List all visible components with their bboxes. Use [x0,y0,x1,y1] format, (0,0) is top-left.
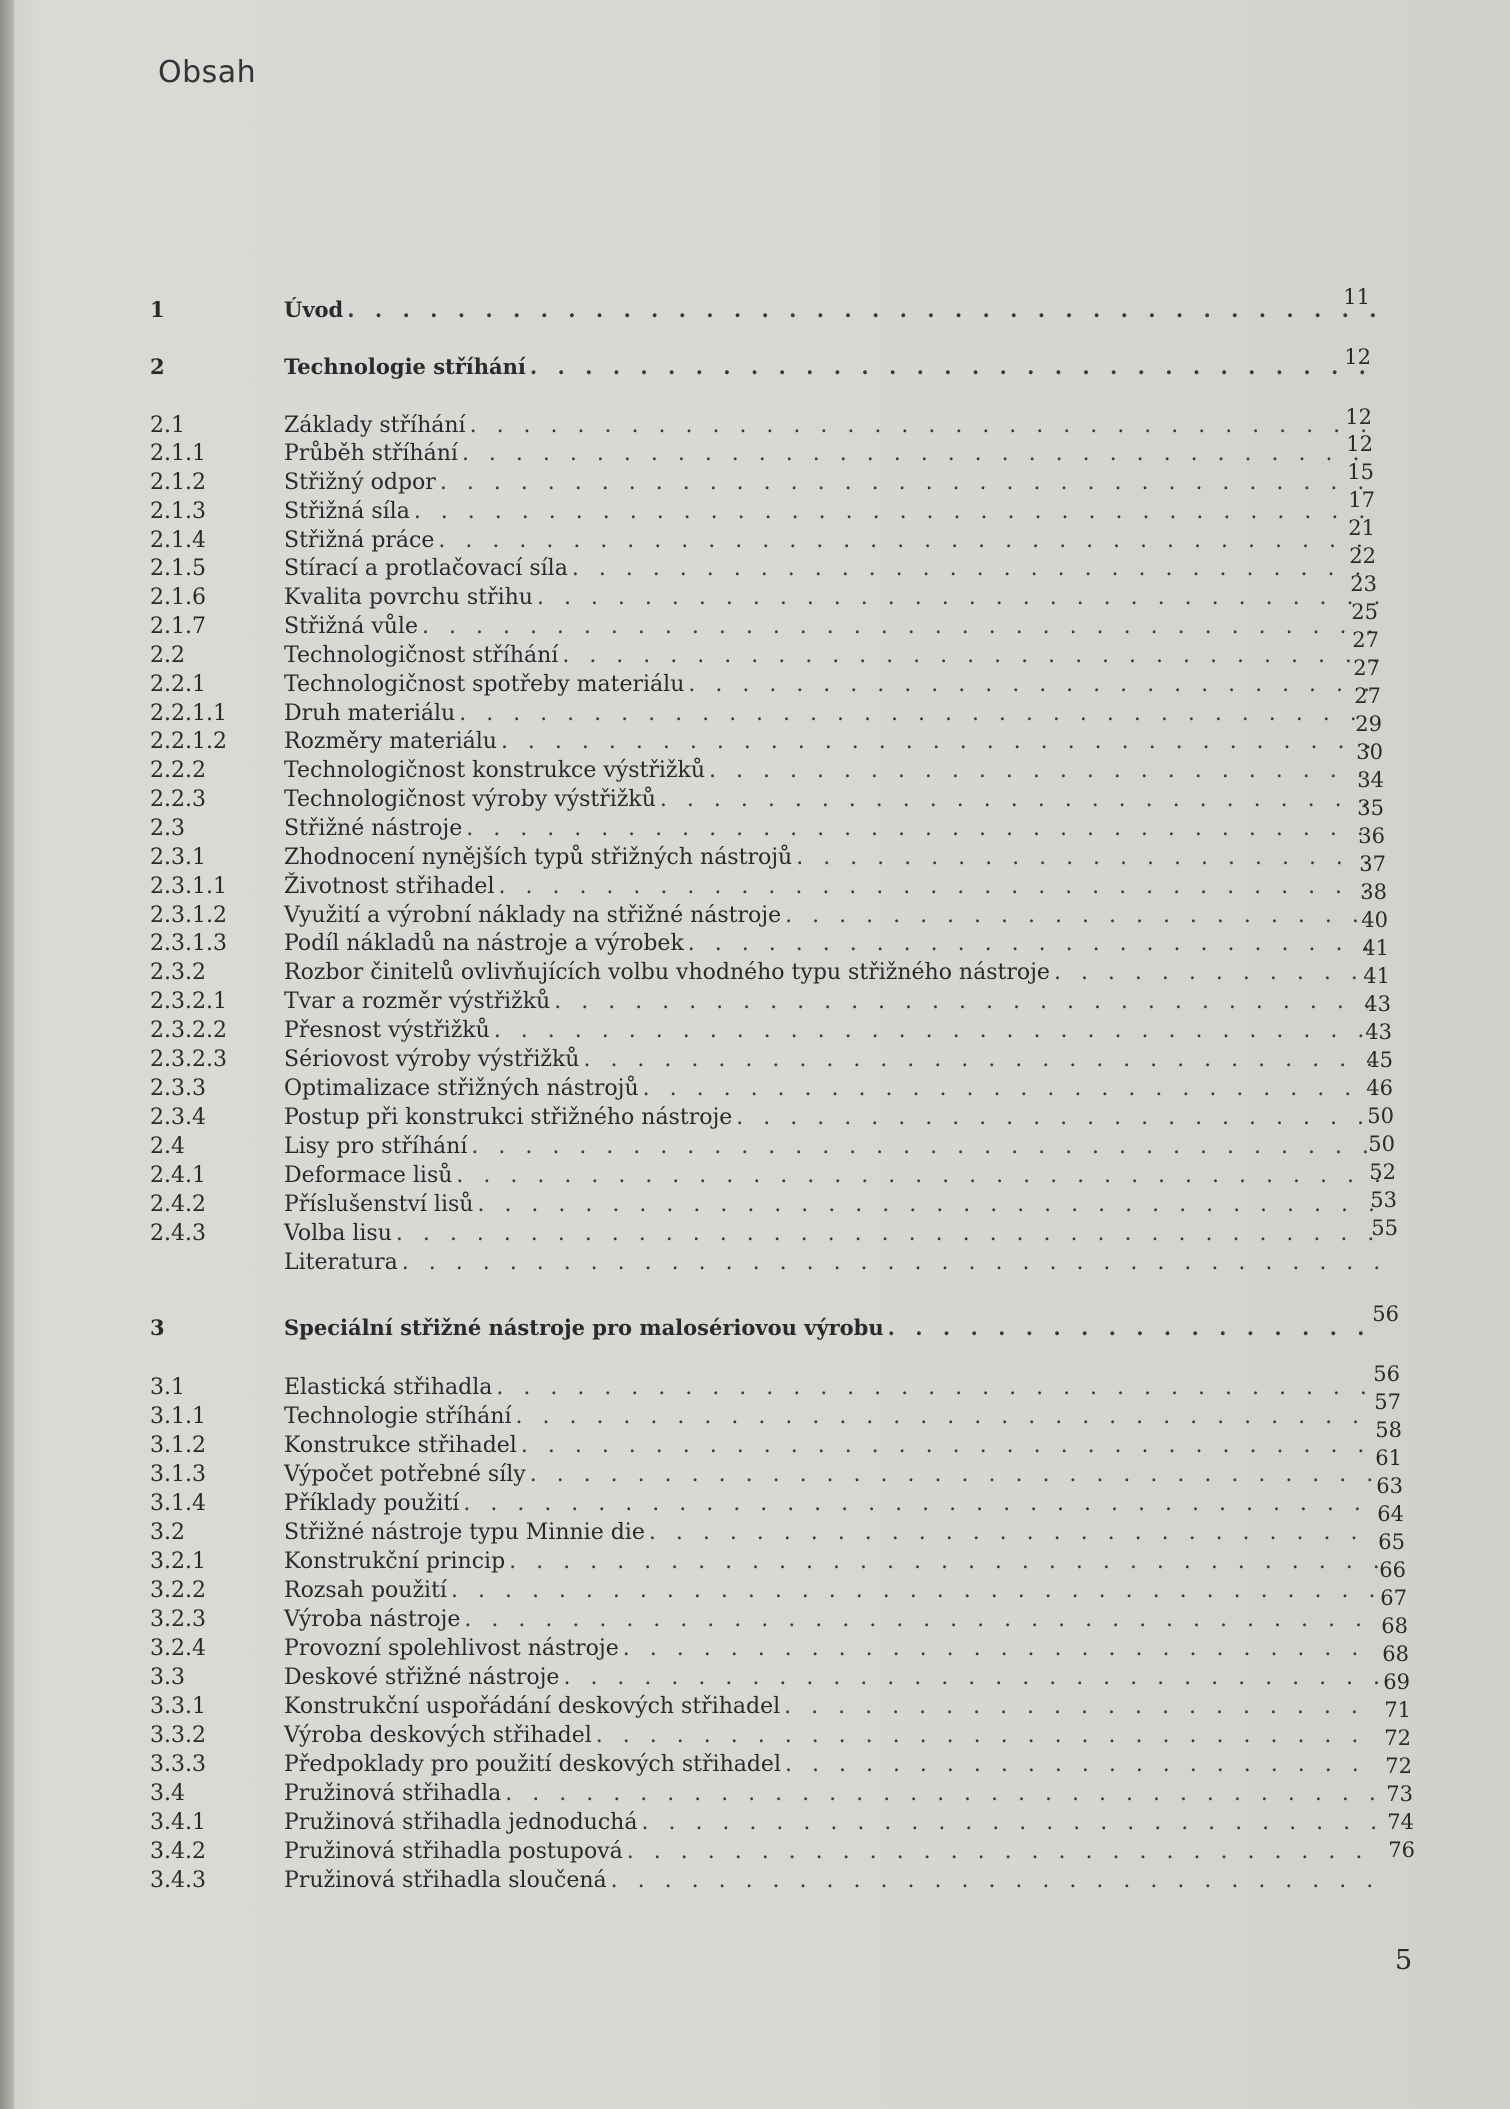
dot-leader [440,469,1380,497]
toc-row [150,412,1380,440]
dot-leader [521,1432,1380,1460]
toc-row [150,844,1380,872]
toc-section-number: 3.2 [150,1520,185,1545]
toc-entry-title: Elastická střihadla [284,1375,493,1400]
toc-entry-title: Deskové střižné nástroje [284,1665,560,1690]
toc-entry-title: Střižné nástroje [284,816,463,841]
toc-row [150,1548,1380,1576]
toc-page-number: 36 [1358,824,1385,848]
toc-row [150,902,1380,930]
dot-leader [641,1809,1380,1837]
dot-leader [611,1867,1380,1895]
page-number: 5 [1395,1945,1413,1976]
dot-leader [785,1751,1380,1779]
toc-row [150,786,1380,814]
toc-row [150,584,1380,612]
dot-leader [462,440,1380,468]
toc-section-number: 2.4.3 [150,1221,206,1246]
toc-page-number: 17 [1348,488,1375,512]
toc-page-number: 56 [1373,1362,1400,1386]
page-title: Obsah [158,55,257,90]
dot-leader [496,1374,1380,1402]
toc-entry-title: Technologičnost spotřeby materiálu [284,672,685,697]
toc-row [150,1432,1380,1460]
toc-entry-title: Technologičnost stříhání [284,643,559,668]
toc-section-number: 3.2.1 [150,1549,206,1574]
toc-page-number: 23 [1350,572,1377,596]
toc-section-number: 2.4.1 [150,1163,206,1188]
toc-page-number: 22 [1349,544,1376,568]
toc-entry-title: Volba lisu [284,1221,392,1246]
dot-leader [888,1314,1380,1342]
toc-row [150,1133,1380,1161]
toc-section-number: 2.1 [150,413,185,438]
toc-section-number: 2.3.2 [150,960,206,985]
toc-entry-title: Optimalizace střižných nástrojů [284,1076,639,1101]
toc-page-number: 71 [1384,1698,1411,1722]
toc-page-number: 11 [1343,285,1370,309]
toc-entry-title: Konstrukční princip [284,1549,506,1574]
toc-section-number: 2.1.2 [150,470,206,495]
toc-entry-title: Příklady použití [284,1491,460,1516]
dot-leader [596,1722,1380,1750]
toc-page-number: 57 [1374,1390,1401,1414]
toc-entry-title: Speciální střižné nástroje pro malosériovou výrobu [284,1315,884,1340]
toc-section-number: 3.4.2 [150,1839,206,1864]
toc-entry-title: Pružinová střihadla postupová [284,1839,623,1864]
dot-leader [530,1461,1380,1489]
dot-leader [796,844,1380,872]
toc-page-number: 63 [1376,1474,1403,1498]
toc-section-number: 2.1.1 [150,441,206,466]
toc-row [150,1162,1380,1190]
toc-entry-title: Pružinová střihadla jednoduchá [284,1810,638,1835]
toc-entry-title: Základy stříhání [284,413,466,438]
toc-section-number: 3.4 [150,1781,185,1806]
toc-page-number: 27 [1353,656,1380,680]
toc-section-number: 3.3.1 [150,1694,206,1719]
toc-row [150,815,1380,843]
toc-section-number: 2 [150,354,165,379]
toc-section-number: 2.4.2 [150,1192,206,1217]
dot-leader [688,671,1380,699]
toc-section-number: 1 [150,297,165,322]
toc-page-number: 68 [1382,1642,1409,1666]
toc-page-number: 12 [1346,432,1373,456]
toc-row [150,728,1380,756]
toc-entry-title: Stírací a protlačovací síla [284,556,568,581]
toc-entry-title: Střižný odpor [284,470,436,495]
dot-leader [422,613,1380,641]
toc-page-number: 12 [1344,345,1371,369]
toc-section-number: 2.1.6 [150,585,206,610]
toc-section-number: 2.3 [150,816,185,841]
toc-entry-title: Úvod [284,297,344,322]
toc-page-number: 12 [1345,405,1372,429]
toc-page-number: 35 [1357,796,1384,820]
dot-leader [562,642,1380,670]
toc-entry-title: Podíl nákladů na nástroje a výrobek [284,931,684,956]
toc-row [150,1403,1380,1431]
toc-entry-title: Střižné nástroje typu Minnie die [284,1520,645,1545]
toc-entry-title: Konstrukční uspořádání deskových střihadel [284,1694,781,1719]
toc-page-number: 43 [1365,1020,1392,1044]
toc-page-number: 69 [1383,1670,1410,1694]
toc-section-number: 2.1.5 [150,556,206,581]
dot-leader [347,296,1380,324]
toc-row [150,1606,1380,1634]
toc-section-number: 3.4.3 [150,1868,206,1893]
toc-entry-title: Literatura [284,1250,398,1275]
dot-leader [414,498,1380,526]
toc-entry-title: Příslušenství lisů [284,1192,474,1217]
dot-leader [515,1403,1380,1431]
toc-page-number: 45 [1366,1048,1393,1072]
toc-page-number: 65 [1378,1530,1405,1554]
toc-page-number: 46 [1366,1076,1393,1100]
toc-section-number: 3.1.2 [150,1433,206,1458]
dot-leader [627,1838,1380,1866]
dot-leader [456,1162,1380,1190]
toc-entry-title: Lisy pro stříhání [284,1134,468,1159]
toc-section-number: 3.1.3 [150,1462,206,1487]
toc-page-number: 27 [1354,684,1381,708]
toc-entry-title: Pružinová střihadla [284,1781,502,1806]
toc-entry-title: Výroba deskových střihadel [284,1723,592,1748]
toc-entry-title: Střižná práce [284,528,435,553]
toc-section-number: 2.2 [150,643,185,668]
toc-page-number: 38 [1360,880,1387,904]
toc-row [150,1780,1380,1808]
toc-entry-title: Provozní spolehlivost nástroje [284,1636,619,1661]
toc-entry-title: Deformace lisů [284,1163,453,1188]
dot-leader [402,1249,1380,1277]
toc-section-number: 3.4.1 [150,1810,206,1835]
dot-leader [583,1046,1380,1074]
toc-row [150,1046,1380,1074]
toc-entry-title: Technologie stříhání [284,354,526,379]
dot-leader [736,1104,1380,1132]
toc-row [150,440,1380,468]
toc-page-number: 15 [1347,460,1374,484]
toc-entry-title: Průběh stříhání [284,441,458,466]
toc-page-number: 52 [1369,1160,1396,1184]
toc-entry-title: Rozbor činitelů ovlivňujících volbu vhodného typu střižného nástroje [284,960,1050,985]
toc-entry-title: Předpoklady pro použití deskových střihadel [284,1752,781,1777]
toc-chapter-row [150,296,1380,324]
toc-entry-title: Přesnost výstřižků [284,1018,490,1043]
dot-leader [501,728,1380,756]
toc-row [150,1664,1380,1692]
toc-section-number: 3.2.4 [150,1636,206,1661]
toc-page-number: 74 [1387,1810,1414,1834]
toc-page-number: 56 [1372,1302,1399,1326]
toc-section-number: 3.1 [150,1375,185,1400]
toc-section-number: 2.3.4 [150,1105,206,1130]
toc-page-number: 41 [1362,936,1389,960]
toc-section-number: 2.1.4 [150,528,206,553]
dot-leader [463,1490,1380,1518]
toc-row [150,555,1380,583]
dot-leader [688,930,1380,958]
dot-leader [459,700,1380,728]
toc-page-number: 41 [1363,964,1390,988]
toc-entry-title: Kvalita povrchu střihu [284,585,533,610]
toc-entry-title: Pružinová střihadla sloučená [284,1868,607,1893]
dot-leader [623,1635,1380,1663]
toc-section-number: 2.3.2.2 [150,1018,227,1043]
dot-leader [451,1577,1380,1605]
toc-page-number: 73 [1386,1782,1413,1806]
dot-leader [784,1693,1380,1721]
dot-leader [572,555,1380,583]
toc-row [150,1751,1380,1779]
toc-section-number: 3.3 [150,1665,185,1690]
toc-page-number: 55 [1371,1216,1398,1240]
dot-leader [563,1664,1380,1692]
dot-leader [537,584,1380,612]
toc-row [150,1809,1380,1837]
dot-leader [466,815,1380,843]
toc-section-number: 3 [150,1315,165,1340]
toc-entry-title: Postup při konstrukci střižného nástroje [284,1105,733,1130]
toc-entry-title: Rozsah použití [284,1578,447,1603]
dot-leader [464,1606,1380,1634]
toc-section-number: 2.3.1.3 [150,931,227,956]
toc-page-number: 64 [1377,1502,1404,1526]
toc-chapter-row [150,1314,1380,1342]
toc-entry-title: Druh materiálu [284,701,456,726]
toc-row [150,757,1380,785]
dot-leader [505,1780,1380,1808]
dot-leader [530,353,1380,381]
toc-section-number: 3.1.4 [150,1491,206,1516]
toc-section-number: 2.3.2.3 [150,1047,227,1072]
toc-page-number: 72 [1385,1754,1412,1778]
toc-section-number: 2.2.1 [150,672,206,697]
toc-section-number: 3.2.2 [150,1578,206,1603]
dot-leader [477,1191,1380,1219]
toc-row [150,1249,1380,1277]
toc-row [150,1577,1380,1605]
toc-row [150,469,1380,497]
toc-page-number: 50 [1367,1104,1394,1128]
toc-page-number: 76 [1388,1838,1415,1862]
dot-leader [709,757,1380,785]
toc-section-number: 2.2.3 [150,787,206,812]
toc-row [150,873,1380,901]
toc-row [150,988,1380,1016]
toc-row [150,1104,1380,1132]
toc-page-number: 53 [1370,1188,1397,1212]
toc-entry-title: Konstrukce střihadel [284,1433,517,1458]
toc-row [150,1722,1380,1750]
toc-section-number: 2.4 [150,1134,185,1159]
toc-row [150,959,1380,987]
toc-section-number: 3.1.1 [150,1404,206,1429]
toc-row [150,1490,1380,1518]
toc-page-number: 43 [1364,992,1391,1016]
toc-row [150,1374,1380,1402]
toc-row [150,1693,1380,1721]
toc-section-number: 3.2.3 [150,1607,206,1632]
toc-row [150,642,1380,670]
toc-row [150,1867,1380,1895]
toc-page-number: 50 [1368,1132,1395,1156]
dot-leader [785,902,1380,930]
toc-page-number: 68 [1381,1614,1408,1638]
toc-page-number: 72 [1384,1726,1411,1750]
toc-section-number: 2.2.1.2 [150,729,227,754]
toc-entry-title: Životnost střihadel [284,874,495,899]
toc-entry-title: Technologičnost výroby výstřižků [284,787,656,812]
toc-section-number: 2.1.3 [150,499,206,524]
toc-row [150,613,1380,641]
toc-section-number: 2.3.1 [150,845,206,870]
toc-page-number: 34 [1357,768,1384,792]
toc-entry-title: Výpočet potřebné síly [284,1462,526,1487]
toc-row [150,527,1380,555]
toc-row [150,930,1380,958]
toc-section-number: 3.3.3 [150,1752,206,1777]
dot-leader [554,988,1380,1016]
dot-leader [498,873,1380,901]
toc-entry-title: Zhodnocení nynějších typů střižných nástrojů [284,845,793,870]
toc-chapter-row [150,353,1380,381]
toc-page-number: 30 [1356,740,1383,764]
toc-page-number: 58 [1375,1418,1402,1442]
toc-entry-title: Sériovost výroby výstřižků [284,1047,580,1072]
toc-section-number: 2.3.3 [150,1076,206,1101]
toc-section-number: 2.3.1.1 [150,874,227,899]
dot-leader [494,1017,1380,1045]
toc-entry-title: Rozměry materiálu [284,729,497,754]
toc-page-number: 27 [1352,628,1379,652]
dot-leader [649,1519,1380,1547]
toc-row [150,1635,1380,1663]
dot-leader [643,1075,1380,1103]
toc-section-number: 3.3.2 [150,1723,206,1748]
dot-leader [509,1548,1380,1576]
toc-row [150,1017,1380,1045]
toc-page-number: 66 [1379,1558,1406,1582]
toc-page-number: 61 [1375,1446,1402,1470]
toc-row [150,1220,1380,1248]
toc-row [150,1075,1380,1103]
toc-row [150,498,1380,526]
toc-row [150,1461,1380,1489]
toc-entry-title: Využití a výrobní náklady na střižné nástroje [284,903,782,928]
toc-entry-title: Střižná síla [284,499,410,524]
toc-entry-title: Výroba nástroje [284,1607,461,1632]
toc-page-number: 37 [1359,852,1386,876]
toc-row [150,1519,1380,1547]
toc-page-number: 67 [1380,1586,1407,1610]
toc-row [150,671,1380,699]
dot-leader [396,1220,1380,1248]
toc-section-number: 2.2.1.1 [150,701,227,726]
toc-row [150,1838,1380,1866]
toc-section-number: 2.2.2 [150,758,206,783]
toc-entry-title: Technologie stříhání [284,1404,512,1429]
toc-row [150,1191,1380,1219]
toc-entry-title: Střižná vůle [284,614,418,639]
toc-page-number: 21 [1348,516,1375,540]
dot-leader [438,527,1380,555]
toc-section-number: 2.3.2.1 [150,989,227,1014]
toc-row [150,700,1380,728]
dot-leader [471,1133,1380,1161]
dot-leader [660,786,1380,814]
toc-page-number: 40 [1361,908,1388,932]
toc-page-number: 25 [1351,600,1378,624]
toc-entry-title: Tvar a rozměr výstřižků [284,989,551,1014]
toc-section-number: 2.3.1.2 [150,903,227,928]
toc-page-number: 29 [1355,712,1382,736]
toc-section-number: 2.1.7 [150,614,206,639]
dot-leader [470,412,1380,440]
toc-entry-title: Technologičnost konstrukce výstřižků [284,758,706,783]
